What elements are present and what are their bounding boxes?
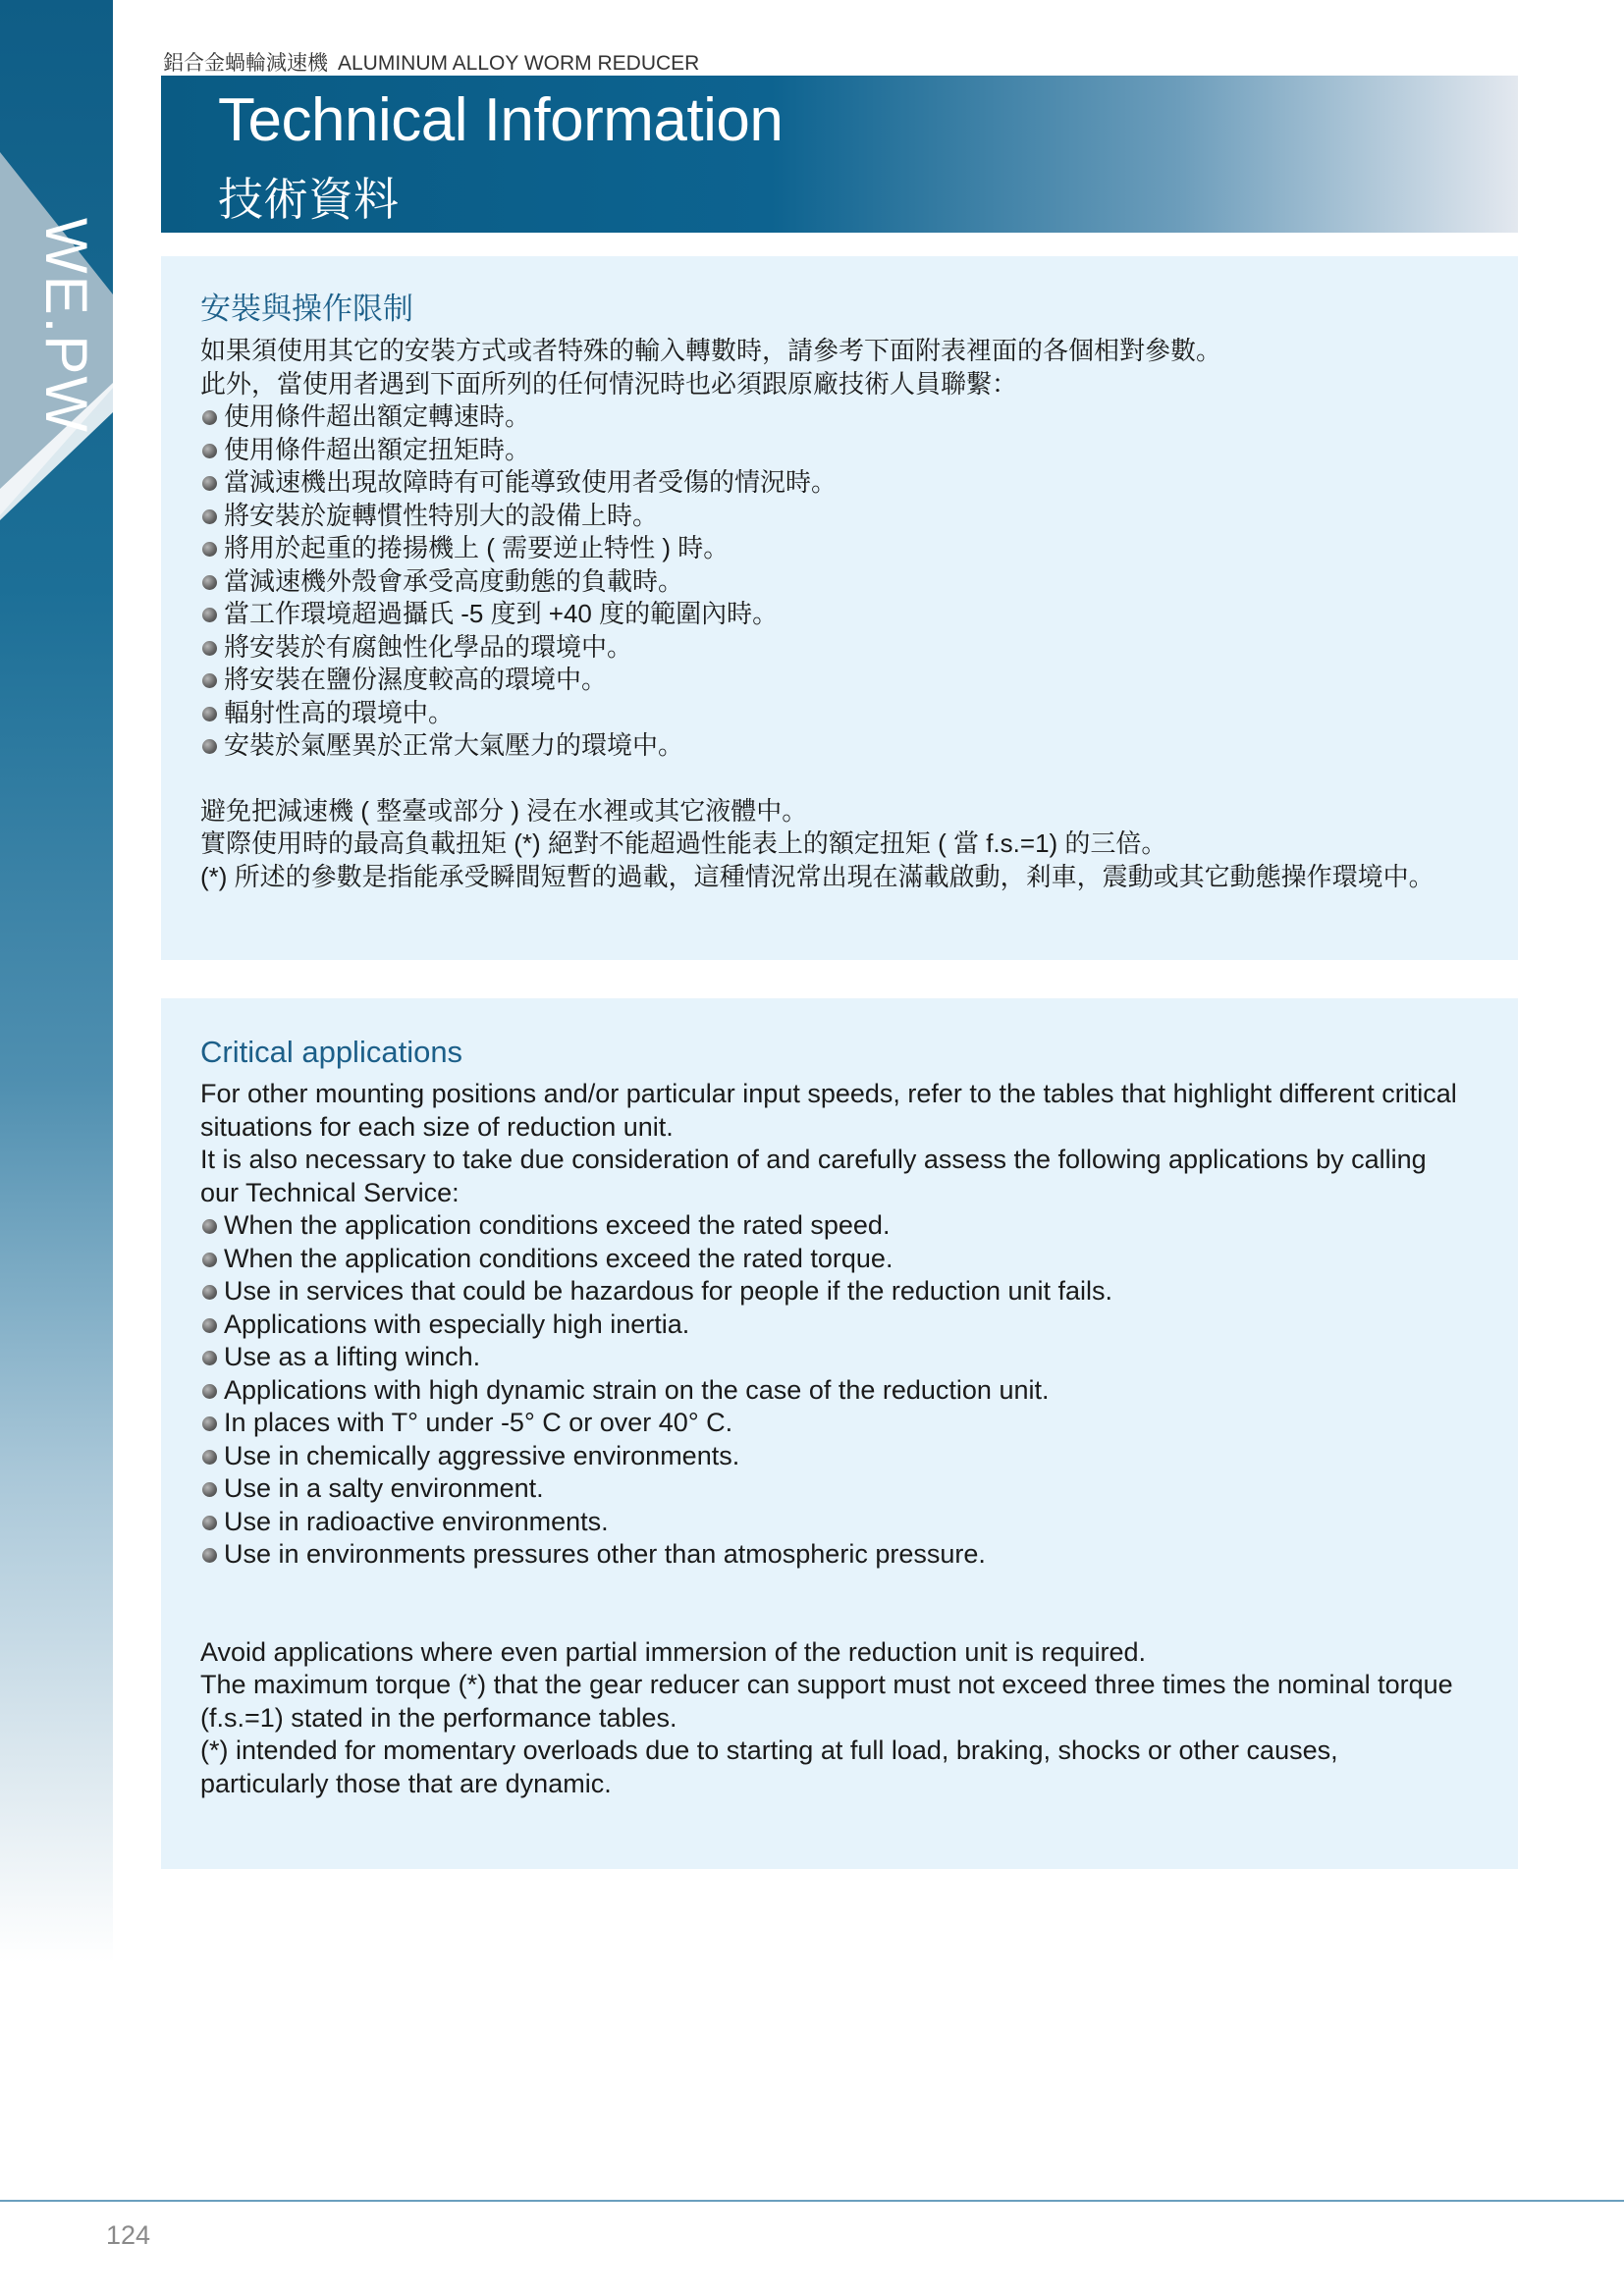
header-caption-en: ALUMINUM ALLOY WORM REDUCER [338,52,700,75]
header-caption-zh: 鋁合金蝸輪減速機 [163,52,328,75]
section-en-intro-1: For other mounting positions and/or particular input speeds, refer to the tables that highlight different critical situations for each size of reduction unit. [200,1079,1457,1142]
section-zh-panel [161,256,1518,960]
list-item-text: Use in environments pressures other than atmospheric pressure. [224,1539,986,1569]
bullet-icon [202,1384,217,1399]
list-item-text: 安裝於氣壓異於正常大氣壓力的環境中。 [224,730,684,760]
list-item [200,1243,1469,1276]
list-item-text: Applications with high dynamic strain on the case of the reduction unit. [224,1374,1050,1405]
bullet-icon [202,1351,217,1365]
list-item [200,500,1469,533]
list-item-text: 當減速機出現故障時有可能導致使用者受傷的情況時。 [224,467,838,497]
page-title: Technical Information [218,86,784,154]
list-item [200,697,1469,730]
list-item [200,598,1469,631]
section-en-intro-2: It is also necessary to take due consideration of and carefully assess the following applications by calling our Technical Service: [200,1145,1427,1207]
bullet-icon [202,608,217,622]
list-item [200,1209,1469,1243]
bullet-icon [202,1253,217,1267]
list-item-text: 使用條件超出額定扭矩時。 [224,434,531,464]
section-en-bullet-list [200,1209,1469,1572]
list-item [200,1407,1469,1440]
list-item [200,664,1469,697]
list-item [200,1538,1469,1572]
bullet-icon [202,542,217,557]
spacer [200,763,1469,795]
section-zh-intro-2: 此外，當使用者遇到下面所列的任何情況時也必須跟原廠技術人員聯繫： [200,368,1018,399]
list-item [200,1506,1469,1539]
header-caption [163,47,699,77]
list-item-text: In places with T° under -5° C or over 40° C. [224,1408,733,1437]
list-item-text: Applications with especially high inertia. [224,1308,690,1339]
list-item-text: 輻射性高的環境中。 [224,697,455,727]
bullet-icon [202,707,217,721]
list-item [200,434,1469,467]
bullet-icon [202,739,217,754]
section-en-note-1: Avoid applications where even partial immersion of the reduction unit is required. [200,1636,1147,1667]
list-item [200,1472,1469,1506]
bullet-icon [202,1318,217,1333]
list-item-text: 將安裝在鹽份濕度較高的環境中。 [224,665,608,694]
list-item-text: 當工作環境超過攝氏 -5 度到 +40 度的範圍內時。 [224,599,779,628]
list-item-text: 將安裝於有腐蝕性化學品的環境中。 [224,631,633,662]
list-item-text: When the application conditions exceed the rated speed. [224,1210,891,1240]
list-item [200,532,1469,565]
bullet-icon [202,444,217,458]
bullet-icon [202,1516,217,1530]
section-zh-note-2: 實際使用時的最高負載扭矩 (*) 絕對不能超過性能表上的額定扭矩 ( 當 f.s.=1) 的三倍。 [200,828,1167,858]
list-item-text: Use as a lifting winch. [224,1342,481,1371]
list-item-text: When the application conditions exceed the rated torque. [224,1243,893,1273]
bullet-icon [202,509,217,524]
list-item [200,1308,1469,1342]
list-item [200,1374,1469,1408]
section-en-note-3: (*) intended for momentary overloads due to starting at full load, braking, shocks or other causes, particularly those that are dynamic. [200,1735,1338,1798]
list-item-text: 將安裝於旋轉慣性特別大的設備上時。 [224,500,659,530]
list-item-text: 使用條件超出額定轉速時。 [224,401,531,431]
list-item [200,1275,1469,1308]
list-item [200,1341,1469,1374]
list-item-text: Use in chemically aggressive environments. [224,1440,740,1470]
bullet-icon [202,1450,217,1465]
section-zh-note-3: (*) 所述的參數是指能承受瞬間短暫的過載，這種情況常出現在滿載啟動，剎車，震動或其它動態操作環境中。 [200,861,1435,891]
title-bar [161,76,1518,233]
list-item [200,400,1469,434]
side-logo: WE.PW [33,218,99,434]
section-zh-intro-1: 如果須使用其它的安裝方式或者特殊的輸入轉數時，請參考下面附表裡面的各個相對參數。 [200,336,1222,365]
bullet-icon [202,476,217,491]
bullet-icon [202,1548,217,1563]
section-en-panel [161,998,1518,1869]
section-zh-title: 安裝與操作限制 [200,292,413,326]
list-item-text: 當減速機外殼會承受高度動態的負載時。 [224,565,684,596]
list-item-text: Use in radioactive environments. [224,1506,609,1536]
bullet-icon [202,1285,217,1300]
section-en-title: Critical applications [200,1035,463,1069]
list-item [200,631,1469,665]
bullet-icon [202,1219,217,1234]
bullet-icon [202,673,217,688]
section-zh-note-1: 避免把減速機 ( 整臺或部分 ) 浸在水裡或其它液體中。 [200,795,808,826]
list-item [200,729,1469,763]
list-item-text: Use in services that could be hazardous for people if the reduction unit fails. [224,1276,1113,1306]
spacer [200,1572,1469,1636]
bullet-icon [202,641,217,656]
page-title-zh: 技術資料 [218,174,399,225]
page-number: 124 [106,2220,151,2250]
bullet-icon [202,410,217,425]
list-item-text: Use in a salty environment. [224,1473,544,1503]
bullet-icon [202,575,217,590]
bullet-icon [202,1416,217,1431]
list-item [200,1440,1469,1473]
section-en-note-2: The maximum torque (*) that the gear reducer can support must not exceed three times the nominal torque (f.s.=1) stated in the performance tables. [200,1670,1453,1733]
list-item [200,466,1469,500]
footer-divider [0,2200,1624,2202]
list-item [200,565,1469,599]
section-zh-bullet-list [200,400,1469,763]
list-item-text: 將用於起重的捲揚機上 ( 需要逆止特性 ) 時。 [224,533,730,562]
bullet-icon [202,1482,217,1497]
